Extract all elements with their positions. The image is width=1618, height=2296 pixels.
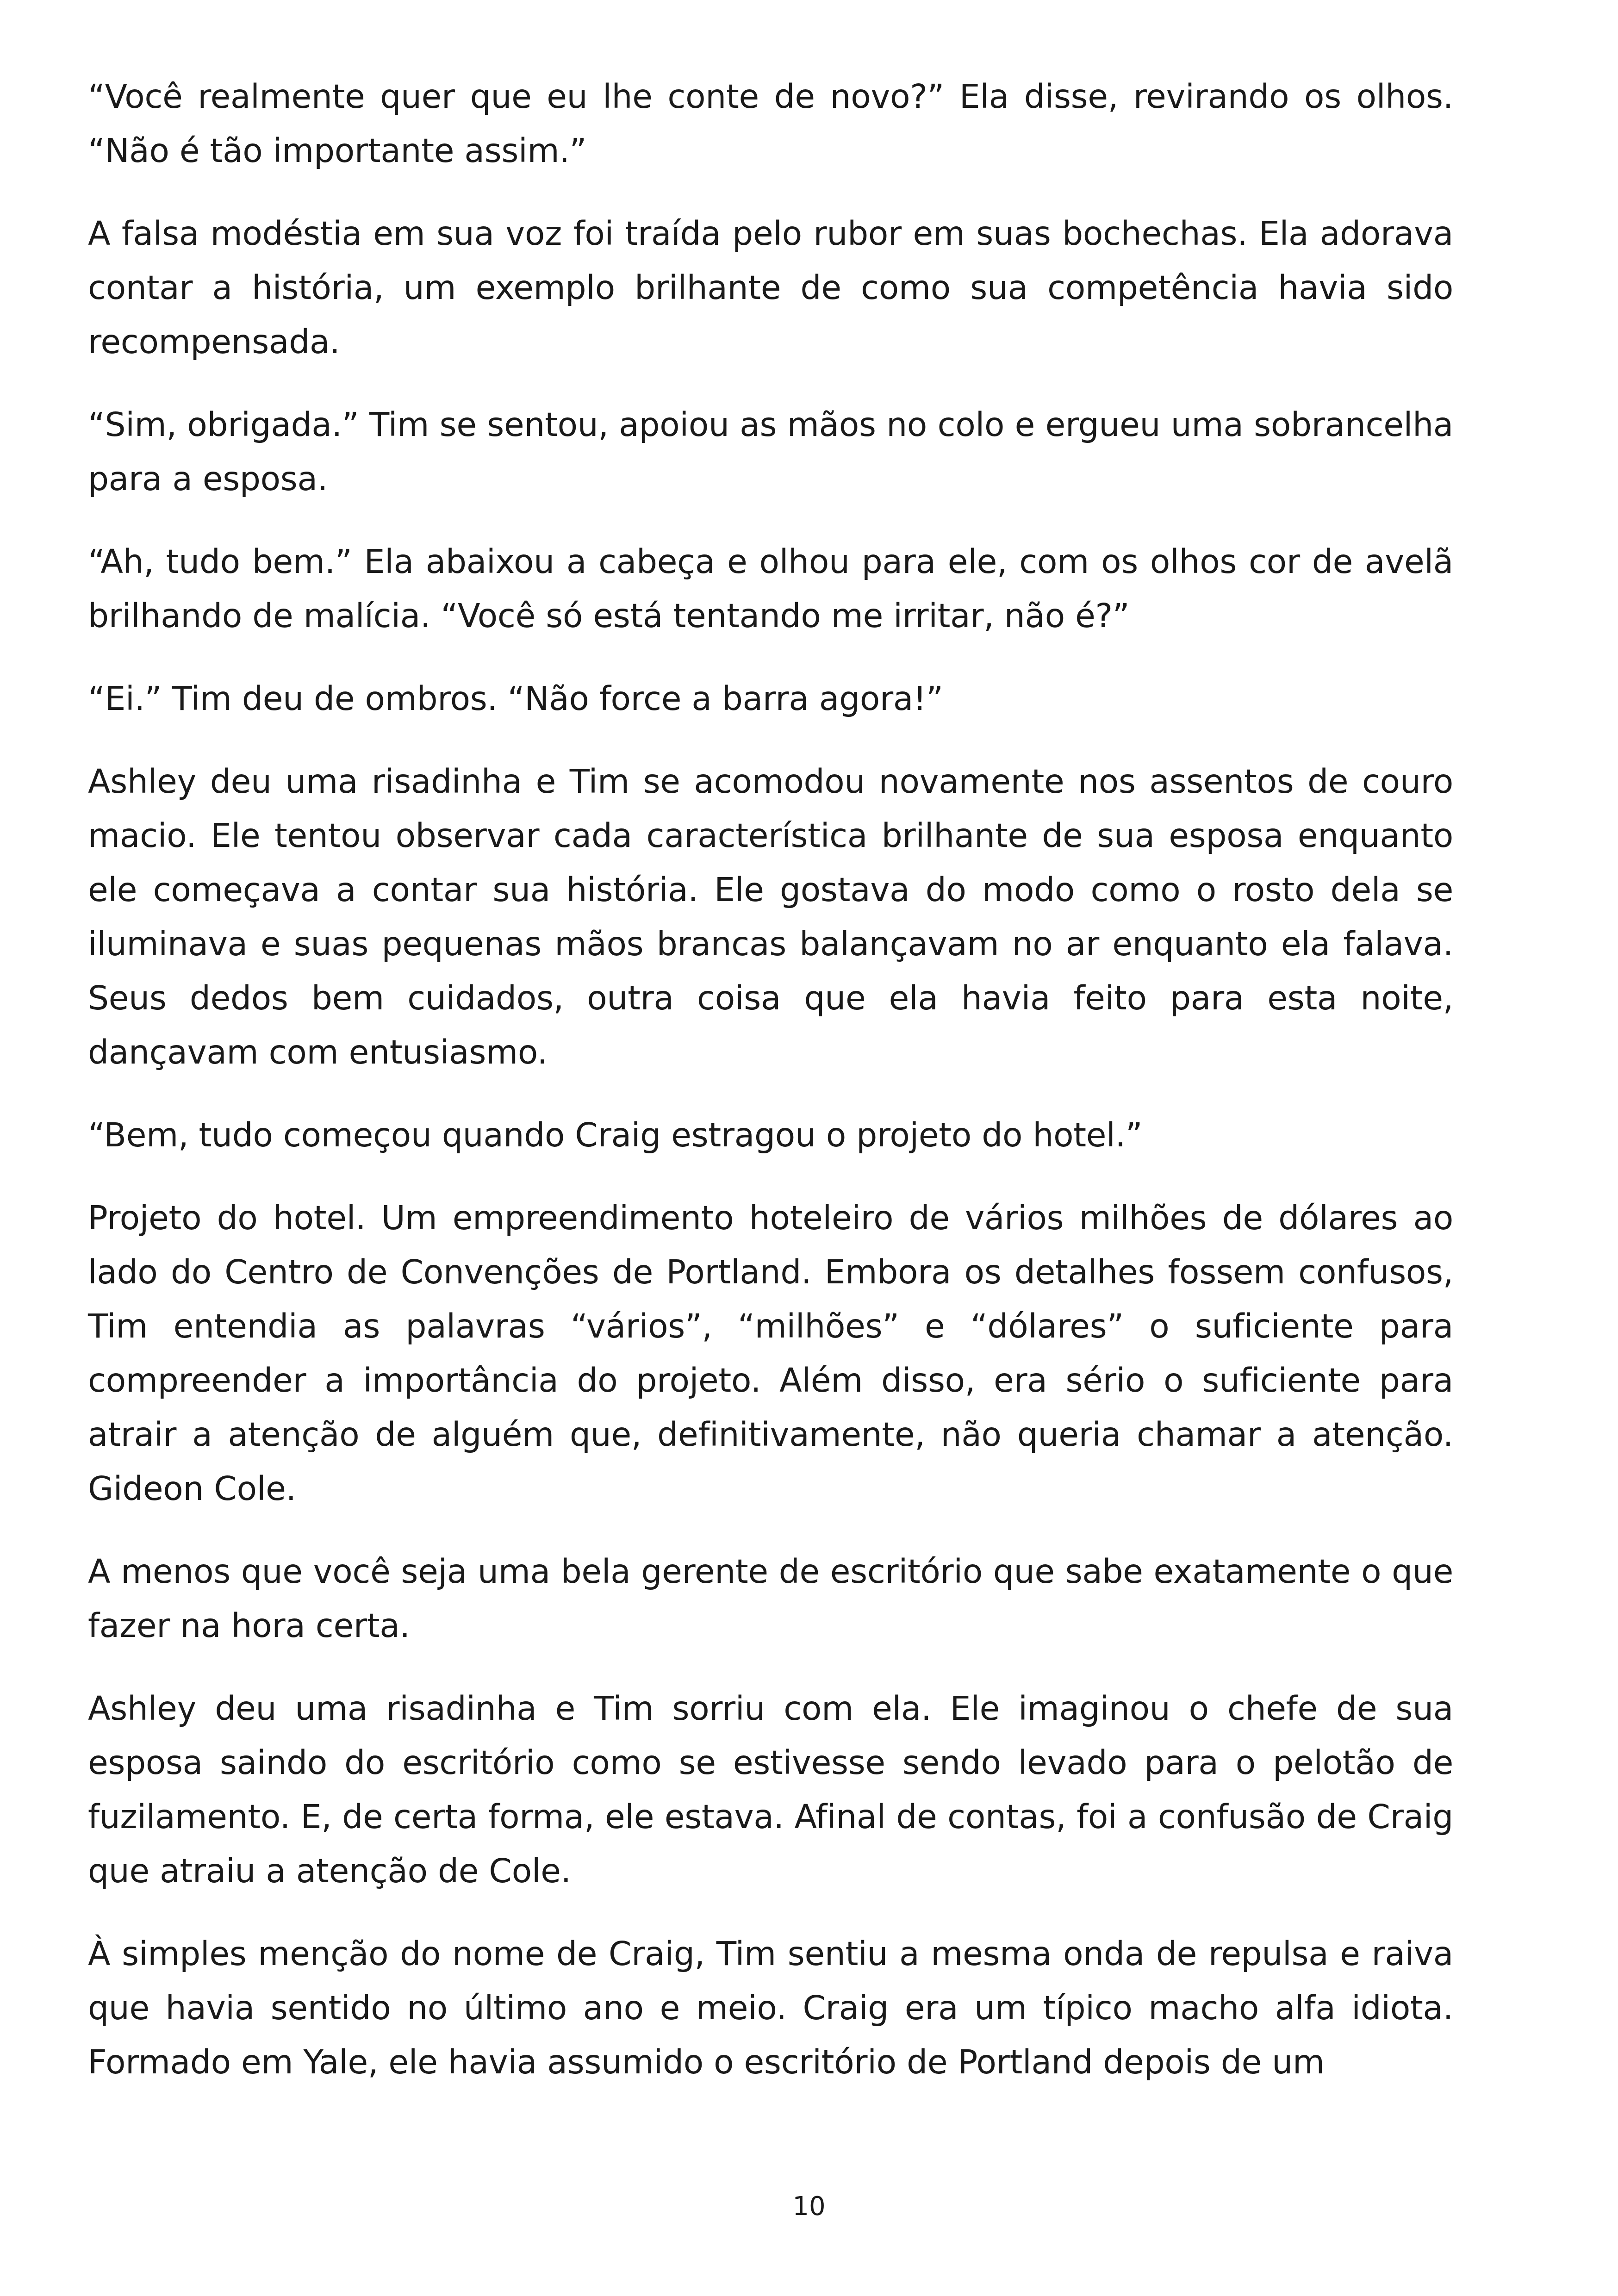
paragraph: “Sim, obrigada.” Tim se sentou, apoiou as mãos no colo e ergueu uma sobrancelha para a esposa. (88, 405, 1453, 498)
paragraph: À simples menção do nome de Craig, Tim sentiu a mesma onda de repulsa e raiva que havia sentido no último ano e meio. Craig era um típico macho alfa idiota. Formado em Yale, ele havia assumido o escritório de Portland depois de um (88, 1935, 1453, 2081)
paragraph: “Ah, tudo bem.” Ela abaixou a cabeça e olhou para ele, com os olhos cor de avelã brilhando de malícia. “Você só está tentando me irritar, não é?” (88, 542, 1453, 635)
paragraph: “Você realmente quer que eu lhe conte de novo?” Ela disse, revirando os olhos. “Não é tão importante assim.” (88, 77, 1453, 170)
paragraph: A falsa modéstia em sua voz foi traída pelo rubor em suas bochechas. Ela adorava contar a história, um exemplo brilhante de como sua competência havia sido recompensada. (88, 214, 1453, 361)
page-body (88, 69, 1453, 2118)
paragraph: “Bem, tudo começou quando Craig estragou o projeto do hotel.” (88, 1116, 1143, 1154)
paragraph: Ashley deu uma risadinha e Tim se acomodou novamente nos assentos de couro macio. Ele tentou observar cada característica brilhante de sua esposa enquanto ele começava a contar sua história. Ele gostava do modo como o rosto dela se iluminava e suas pequenas mãos brancas balançavam no ar enquanto ela falava. Seus dedos bem cuidados, outra coisa que ela havia feito para esta noite, dançavam com entusiasmo. (88, 762, 1453, 1071)
paragraph: Projeto do hotel. Um empreendimento hoteleiro de vários milhões de dólares ao lado do Centro de Convenções de Portland. Embora os detalhes fossem confusos, Tim entendia as palavras “vários”, “milhões” e “dólares” o suficiente para compreender a importância do projeto. Além disso, era sério o suficiente para atrair a atenção de alguém que, definitivamente, não queria chamar a atenção. Gideon Cole. (88, 1199, 1453, 1508)
paragraph: “Ei.” Tim deu de ombros. “Não force a barra agora!” (88, 679, 943, 718)
paragraph: A menos que você seja uma bela gerente de escritório que sabe exatamente o que fazer na hora certa. (88, 1552, 1453, 1645)
paragraph: Ashley deu uma risadinha e Tim sorriu com ela. Ele imaginou o chefe de sua esposa saindo do escritório como se estivesse sendo levado para o pelotão de fuzilamento. E, de certa forma, ele estava. Afinal de contas, foi a confusão de Craig que atraiu a atenção de Cole. (88, 1689, 1453, 1890)
page-number: 10 (792, 2191, 826, 2221)
